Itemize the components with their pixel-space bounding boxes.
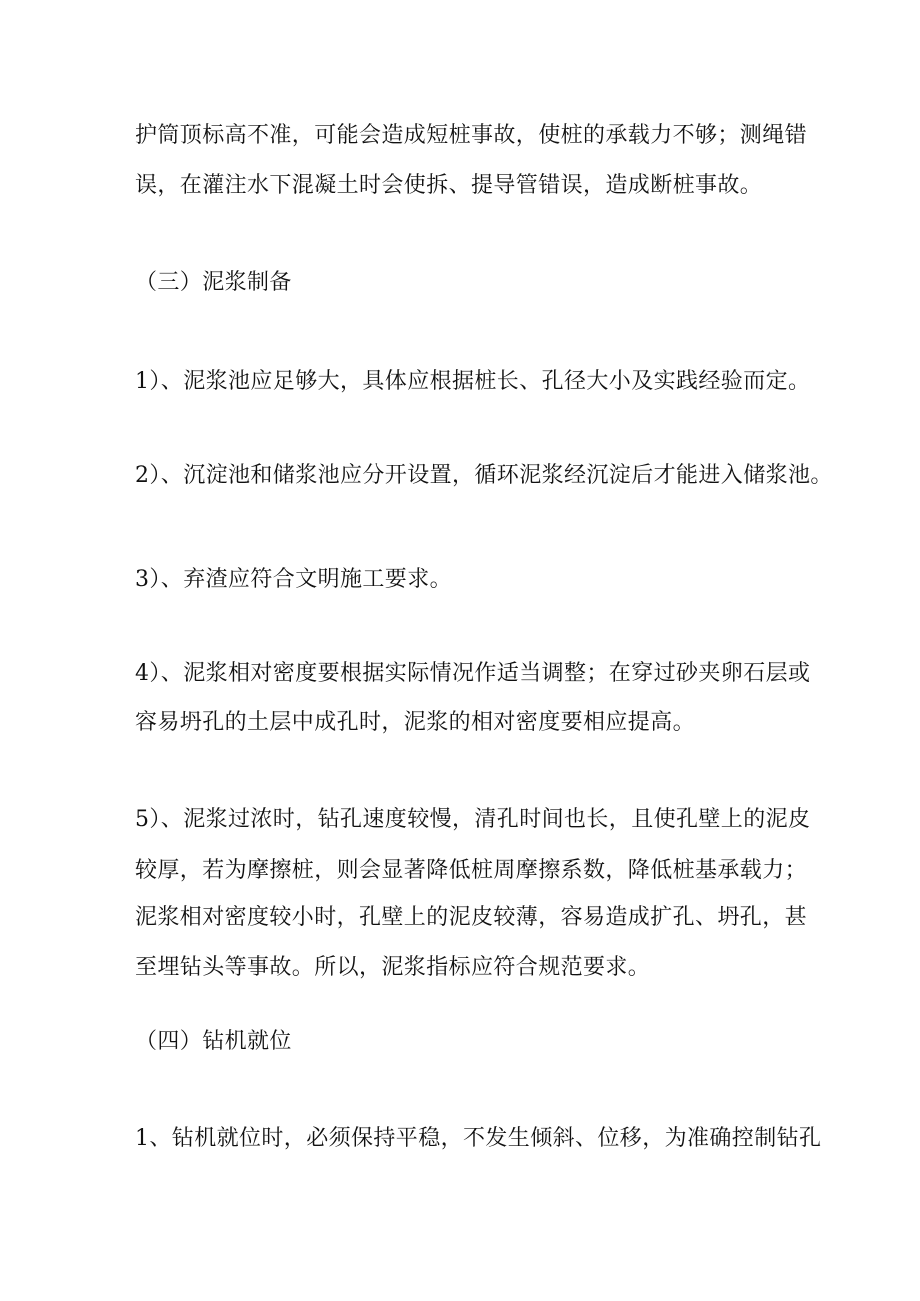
list-item-4-line-2: 容易坍孔的土层中成孔时，泥浆的相对密度要相应提高。 [135, 710, 696, 735]
list-item-5-line-3: 泥浆相对密度较小时，孔壁上的泥皮较薄，容易造成扩孔、坍孔，甚 [135, 905, 808, 930]
section-heading-mud-preparation: （三）泥浆制备 [135, 270, 292, 295]
list-item-5-line-4: 至埋钻头等事故。所以，泥浆指标应符合规范要求。 [135, 955, 651, 980]
paragraph-line-1: 护筒顶标高不准，可能会造成短桩事故，使桩的承载力不够；测绳错 [135, 123, 808, 148]
list-item-5-line-2: 较厚，若为摩擦桩，则会显著降低桩周摩擦系数，降低桩基承载力； [135, 858, 808, 883]
list-item-3: 3）、弃渣应符合文明施工要求。 [135, 567, 452, 592]
list-item-4-line-1: 4）、泥浆相对密度要根据实际情况作适当调整；在穿过砂夹卵石层或 [135, 661, 811, 686]
list-item-5-line-1: 5）、泥浆过浓时，钻孔速度较慢，清孔时间也长，且使孔壁上的泥皮 [135, 807, 811, 832]
list-item-1: 1）、泥浆池应足够大，具体应根据桩长、孔径大小及实践经验而定。 [135, 369, 811, 394]
paragraph-drill-1: 1、钻机就位时，必须保持平稳，不发生倾斜、位移，为准确控制钻孔 [135, 1126, 822, 1151]
section-heading-drill-positioning: （四）钻机就位 [135, 1029, 292, 1054]
paragraph-line-2: 误，在灌注水下混凝土时会使拆、提导管错误，造成断桩事故。 [135, 173, 763, 198]
list-item-2: 2）、沉淀池和储浆池应分开设置，循环泥浆经沉淀后才能进入储浆池。 [135, 463, 833, 488]
